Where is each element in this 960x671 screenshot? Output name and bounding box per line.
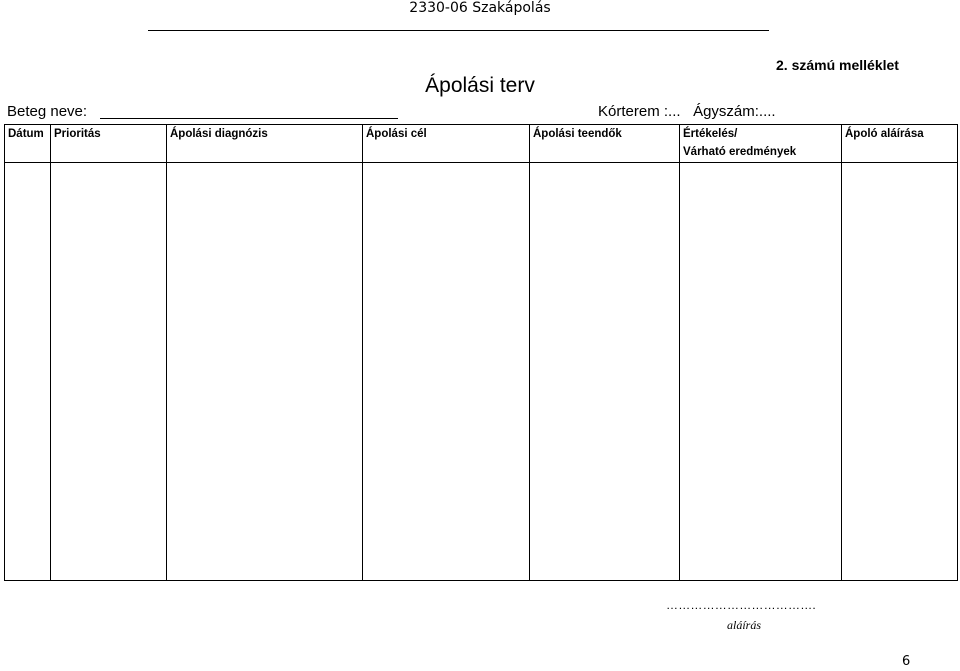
page-number: 6: [902, 654, 911, 669]
column-header-date: Dátum: [5, 125, 51, 163]
ward-label: Kórterem :: [598, 103, 669, 120]
annex-label: 2. számú melléklet: [776, 57, 899, 73]
cell-tasks[interactable]: [530, 163, 680, 581]
column-header-diagnosis: Ápolási diagnózis: [167, 125, 363, 163]
table-header-row: [5, 125, 958, 163]
column-header-priority: Prioritás: [51, 125, 167, 163]
table-row: [5, 163, 958, 581]
running-header: 2330-06 Szakápolás: [409, 0, 551, 16]
signature-line[interactable]: ……………………………….: [666, 598, 816, 612]
page-title: Ápolási terv: [425, 74, 535, 97]
column-header-nurse-signature: Ápoló aláírása: [842, 125, 958, 163]
bed-value[interactable]: ....: [758, 103, 776, 120]
cell-priority[interactable]: [51, 163, 167, 581]
cell-nurse-signature[interactable]: [842, 163, 958, 581]
care-plan-table: [4, 124, 958, 581]
bed-label: Ágyszám:: [693, 103, 759, 120]
patient-name-field[interactable]: [100, 118, 398, 119]
cell-goal[interactable]: [363, 163, 530, 581]
column-header-goal: Ápolási cél: [363, 125, 530, 163]
ward-bed-row: [598, 103, 776, 120]
evaluation-label: Értékelés/: [683, 128, 738, 140]
column-header-tasks: Ápolási teendők: [530, 125, 680, 163]
signature-label: aláírás: [727, 618, 762, 632]
expected-results-label: Várható eredmények: [683, 146, 797, 158]
ward-value[interactable]: ...: [668, 103, 681, 120]
header-rule: [148, 30, 769, 31]
cell-evaluation[interactable]: [680, 163, 842, 581]
cell-diagnosis[interactable]: [167, 163, 363, 581]
cell-date[interactable]: [5, 163, 51, 581]
patient-name-label: Beteg neve:: [7, 103, 88, 120]
column-header-evaluation: [680, 125, 842, 163]
